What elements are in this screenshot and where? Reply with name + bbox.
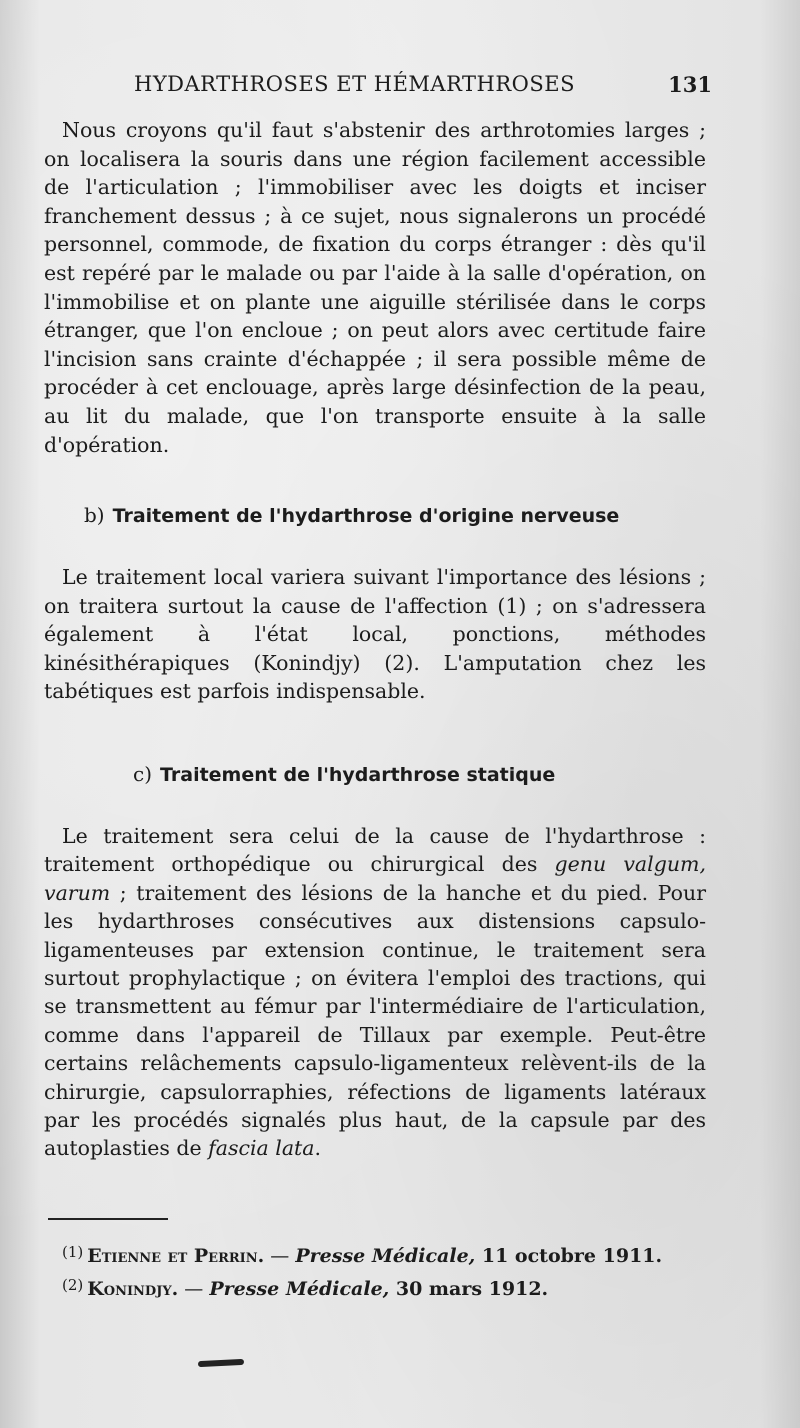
italic-term-genu: genu valgum, varum: [44, 852, 706, 905]
section-letter-c: c): [133, 762, 153, 786]
footnote-date: 11 octobre 1911.: [475, 1245, 663, 1267]
paragraph-souris: Nous croyons qu'il faut s'abstenir des arthrotomies larges ; on localisera la souris dans une région facilement accessible de l'articulation ; l'immobiliser avec les doigts et inciser franchement dessus ; à ce sujet, nous signalerons un procédé personnel, commode, de fixation du corps étranger : dès qu'il est repéré par le malade ou par l'aide à la salle d'opération, on l'immobilise et on plante une aiguille stérilisée dans le corps étranger, que l'on encloue ; on peut alors avec certitude faire l'incision sans crainte d'échappée ; il sera possible même de procéder à cet enclouage, après large désinfection de la peau, au lit du malade, que l'on transporte ensuite à la salle d'opération.: [44, 118, 706, 457]
footnote-rule: [48, 1218, 168, 1220]
section-letter-b: b): [84, 503, 105, 527]
footnote-journal: Presse Médicale,: [209, 1278, 390, 1300]
footnote-mark: (2): [62, 1276, 84, 1294]
page-number: 131: [668, 72, 712, 97]
footnote-authors: Etienne et Perrin.: [87, 1245, 265, 1267]
footnote-separator: —: [264, 1245, 296, 1267]
footnotes: [62, 1238, 702, 1304]
footnote-mark: (1): [62, 1243, 84, 1261]
text-run: ; traitement des lésions de la hanche et du pied. Pour les hydarthroses consécutives aux distensions capsulo-ligamenteuses par extension continue, le traitement sera surtout prophylactique ; on évitera l'emploi des tractions, qui se transmettent au fémur par l'intermédiaire de l'articulation, comme dans l'appareil de Tillaux par exemple. Peut-être certains relâchements capsulo-ligamenteux relèvent-ils de la chirurgie, capsulorraphies, réfections de ligaments latéraux par les procédés signalés plus haut, de la capsule par des autoplasties de: [44, 880, 706, 1161]
text-run: .: [314, 1136, 322, 1161]
footnote-separator: —: [178, 1278, 210, 1300]
section-title-b: Traitement de l'hydarthrose d'origine nerveuse: [112, 505, 620, 527]
text-run: Le traitement sera celui de la cause de l'hydarthrose : traitement orthopédique ou chirurgical des: [44, 824, 706, 877]
footnote-1: [62, 1238, 702, 1271]
footnote-2: [62, 1271, 702, 1304]
footnote-date: 30 mars 1912.: [389, 1278, 549, 1300]
section-heading-c: [133, 762, 555, 786]
paragraph-statique: [44, 822, 706, 1163]
ink-smudge: [198, 1359, 244, 1367]
page-header: [134, 68, 712, 102]
paragraph-nerveuse: Le traitement local variera suivant l'importance des lésions ; on traitera surtout la cause de l'affection (1) ; on s'adressera également à l'état local, ponctions, méthodes kinésithérapiques (Konindjy) (2). L'amputation chez les tabétiques est parfois indispensable.: [44, 565, 706, 704]
footnote-authors: Konindjy.: [87, 1278, 179, 1300]
section-title-c: Traitement de l'hydarthrose statique: [160, 764, 556, 786]
footnote-journal: Presse Médicale,: [295, 1245, 476, 1267]
italic-term-fascia: fascia lata: [208, 1136, 315, 1161]
section-heading-b: [84, 503, 619, 527]
running-head: HYDARTHROSES ET HÉMARTHROSES: [134, 72, 575, 96]
